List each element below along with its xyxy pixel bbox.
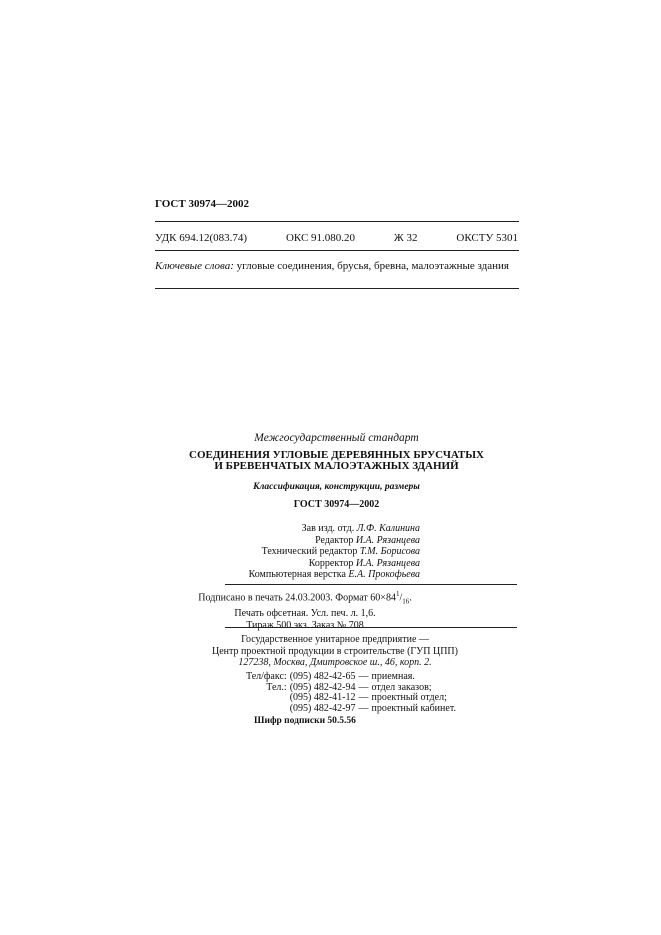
publisher-line-1: Государственное унитарное предприятие — [241,634,429,645]
oks-code: ОКС 91.080.20 [285,232,356,244]
subscription-cipher: Шифр подписки 50.5.56 [254,716,356,726]
divider-top [155,221,519,222]
divider-print-top [225,584,517,585]
keywords-text: угловые соединения, брусья, бревна, малоэтажные здания [236,260,509,272]
staff-row: Компьютерная верстка Е.А. Прокофьева [248,569,420,580]
divider-print-bottom [225,627,517,628]
keywords [155,259,518,273]
phone-row: (095) 482-42-97 — проектный кабинет. [289,702,456,714]
signed-line: Подписано в печать 24.03.2003. Формат $60\times 84^1/_{16}$. [198,590,412,606]
standard-code: ГОСТ 30974—2002 [293,499,380,510]
phone-row: Тел.: (095) 482-42-94 — отдел заказов; [266,681,432,693]
staff-list [150,523,420,581]
phone-table [246,672,459,714]
phone-row: Тел/факс: (095) 482-42-65 — приемная. [246,671,415,682]
staff-row: Зав изд. отд. Л.Ф. Калинина [301,523,420,534]
udk-code: УДК 694.12(083.74) [155,232,248,244]
classification-row [155,232,518,244]
print-type-line: Печать офсетная. Усл. печ. л. 1,6. [234,607,376,619]
staff-row: Редактор И.А. Рязанцева [315,534,420,546]
run-line: Тираж 500 экз. Заказ № 708 [246,620,364,632]
publisher-info [150,634,520,669]
okstu-code: ОКСТУ 5301 [456,232,518,244]
divider-keywords [155,288,519,289]
phone-row: (095) 482-41-12 — проектный отдел; [289,692,447,703]
divider-classification [155,250,519,251]
standard-title [155,450,518,472]
keywords-label: Ключевые слова: [155,260,234,272]
standard-subtitle: Классификация, конструкции, размеры [253,482,420,492]
standard-type: Межгосударственный стандарт [254,432,419,444]
title-line-1: СОЕДИНЕНИЯ УГЛОВЫЕ ДЕРЕВЯННЫХ БРУСЧАТЫХ [189,449,484,461]
publisher-line-2: Центр проектной продукции в строительстве (ГУП ЦПП) [212,645,458,657]
publisher-address: 127238, Москва, Дмитровское ш., 46, корп. 2. [238,657,432,668]
header-gost-code: ГОСТ 30974—2002 [155,198,249,210]
staff-row: Технический редактор Т.М. Борисова [261,546,420,557]
staff-row: Корректор И.А. Рязанцева [308,557,420,569]
zh-code: Ж 32 [393,232,418,244]
title-line-2: И БРЕВЕНЧАТЫХ МАЛОЭТАЖНЫХ ЗДАНИЙ [214,460,459,472]
